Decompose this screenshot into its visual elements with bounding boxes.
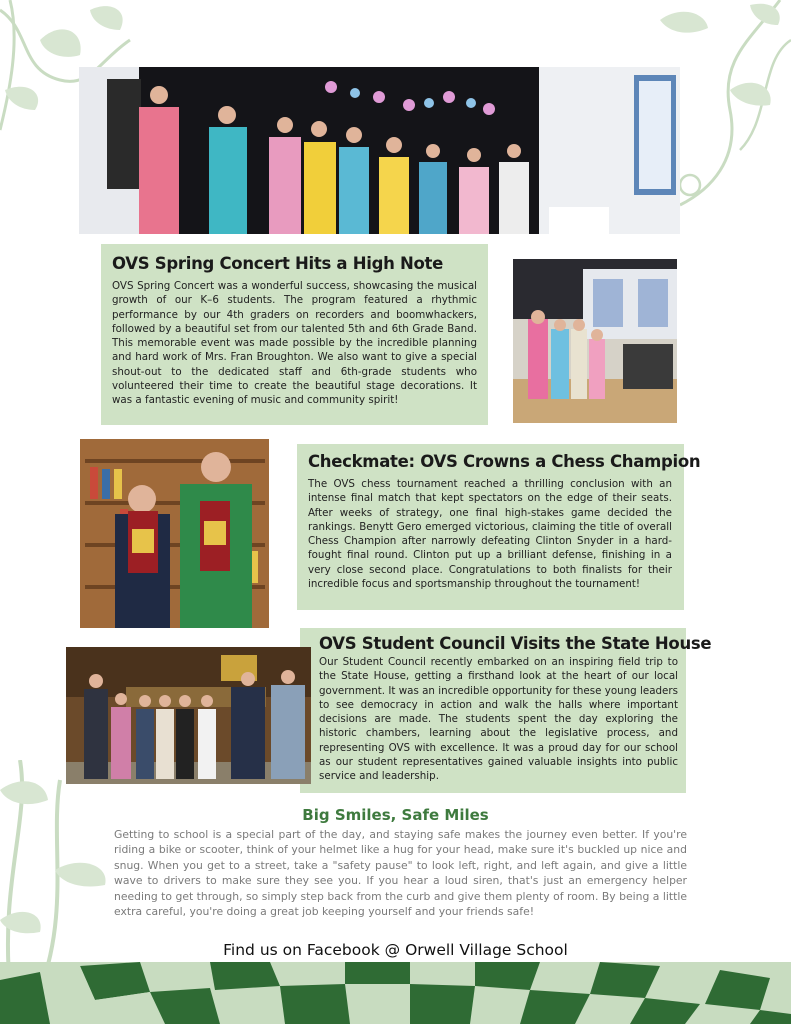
chess-heading: Checkmate: OVS Crowns a Chess Champion <box>308 452 701 471</box>
safety-body: Getting to school is a special part of the day, and staying safe makes the journey even better. If you're riding a bike or scooter, think of your helmet like a hug for your head, make sure it's buckled up nice and snug. When you get to a street, take a "safety pause" to look left, right, and left again, and give a little wave to drivers to make sure they see you. If you hear a loud siren, that's just an emergency helper needing to get through, so simply step back from the curb and give them plenty of room. By being a little extra careful, you're doing a great job keeping yourself and your friends safe! <box>114 828 687 919</box>
chess-article-box <box>297 444 701 610</box>
state-house-visit-photo <box>66 647 311 784</box>
concert-article-box <box>101 244 488 425</box>
concert-stage-photo <box>79 67 680 234</box>
chess-champions-photo <box>80 439 269 628</box>
concert-band-photo <box>513 259 677 423</box>
council-heading: OVS Student Council Visits the State House <box>319 634 712 653</box>
safety-heading: Big Smiles, Safe Miles <box>302 806 489 824</box>
checkered-banner-decoration <box>0 962 791 1024</box>
concert-body: OVS Spring Concert was a wonderful success, showcasing the musical growth of our K–6 students. The program featured a rhythmic performance by our 4th graders on recorders and boomwhackers, followed by a beautiful set from our talented 5th and 6th Grade Band. This memorable event was made possible by the incredible planning and hard work of Mrs. Fran Broughton. We also want to give a special shout-out to the dedicated staff and 6th-grade students who volunteered their time to create the beautiful stage decorations. It was a fantastic evening of music and community spirit! <box>112 280 477 407</box>
council-body: Our Student Council recently embarked on an inspiring field trip to the State House, getting a firsthand look at the heart of our local government. It was an incredible opportunity for these young leaders to see democracy in action and walk the halls where important decisions are made. The students spent the day exploring the historic chambers, learning about the legislative process, and representing OVS with excellence. It was a proud day for our school as our student representatives gained valuable insights into public service and leadership. <box>319 656 678 783</box>
concert-heading: OVS Spring Concert Hits a High Note <box>112 254 443 273</box>
facebook-footer-text: Find us on Facebook @ Orwell Village School <box>223 941 568 959</box>
council-article-box <box>300 628 712 793</box>
chess-body: The OVS chess tournament reached a thrilling conclusion with an intense final match that kept spectators on the edge of their seats. After weeks of strategy, one final high-stakes game decided the rankings. Benytt Gero emerged victorious, claiming the title of overall Chess Champion after narrowly defeating Clinton Snyder in a hard-fought final round. Clinton put up a brilliant defense, finishing in a very close second place. Congratulations to both finalists for their incredible focus and sportsmanship throughout the tournament! <box>308 478 672 591</box>
